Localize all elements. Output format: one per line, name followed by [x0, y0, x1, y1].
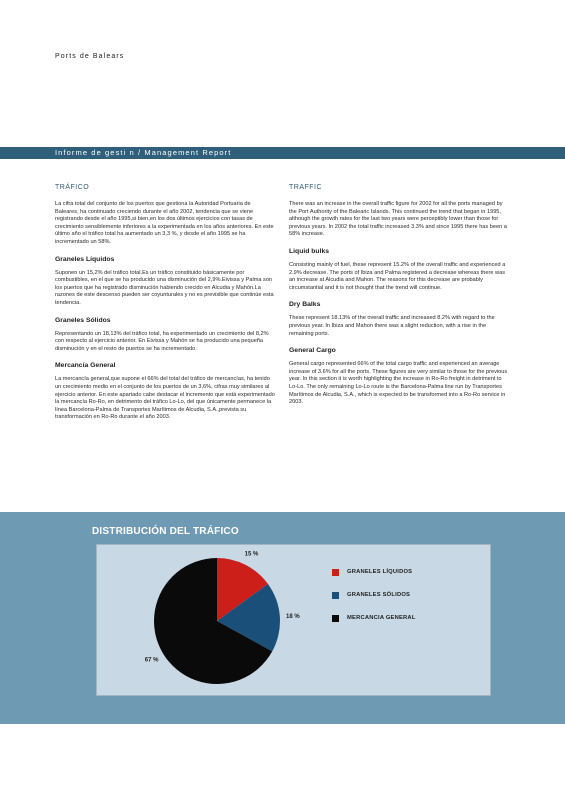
spanish-intro: La cifra total del conjunto de los puertos que gestiona la Autoridad Portuaria de Baleares, ha continuado creciendo durante el año 2002, tendencia que se viene registrando desde el año 1995,si bien,en los dos últimos ejercicios con tasas de crecimiento sensiblemente inferiores a la experimentada en los años anteriores. En este último año el tráfico total ha aumentado un 3,3 %, y desde el año 1995 se ha incrementado un 58%.	[55, 201, 274, 245]
pie-slices	[154, 558, 280, 684]
chart-legend	[332, 566, 416, 635]
organization-name: Ports de Balears	[55, 53, 125, 60]
legend-label-solid: GRANELES SÓLIDOS	[347, 592, 411, 598]
english-heading: TRAFFIC	[289, 184, 323, 191]
english-general-text: General cargo represented 66% of the total cargo traffic and experienced an average increase of 3.6% for all the ports. These figures are very similar to those for the previous year. In this section it is worth highlighting the increase in Ro-Ro freight in detriment to Lo-Lo. The only remaining Lo-Lo route is the Barcelona-Palma line run by Transportes Marítimos de Alcudia, S.A., which is expected to be transformed into a Ro-Ro service in 2003.	[289, 361, 508, 406]
pie-label-liquid: 15 %	[244, 551, 259, 558]
spanish-liquid-title: Graneles Líquidos	[55, 255, 115, 263]
legend-label-liquid: GRANELES LÍQUIDOS	[347, 569, 413, 575]
legend-swatch-liquid	[332, 569, 339, 576]
english-liquid-title: Liquid bulks	[289, 247, 330, 255]
spanish-solid-text: Representando un 18,13% del tráfico total, ha experimentado un crecimiento del 8,2% con respecto al ejercicio anterior. En Eivissa y Mahón se ha producido una pequeña disminución y en el resto de puertos se ha incrementado.	[55, 330, 269, 352]
legend-item-liquid	[332, 566, 416, 578]
pie-chart	[96, 544, 490, 695]
chart-title: DISTRIBUCIÓN DEL TRÁFICO	[92, 526, 239, 537]
spanish-liquid-text: Suponen un 15,2% del tráfico total.Es un tráfico constituido básicamente por combustibles, en el que se ha producido una disminución del 2,9%.Eivissa y Palma son los puertos que ha registrado disminución habiendo crecido en Alcudia y Mahón.La razones de este descenso pueden ser coyunturales y no es previsible que continúe esta tendencia.	[55, 269, 274, 306]
legend-swatch-general	[332, 615, 339, 622]
spanish-general-title: Mercancía General	[55, 362, 116, 370]
spanish-column	[55, 184, 275, 431]
spanish-solid-title: Graneles Sólidos	[55, 316, 111, 324]
spanish-heading: TRÁFICO	[55, 184, 90, 191]
english-liquid-text: Consisting mainly of fuel, these represent 15.2% of the overall traffic and experienced a 2.9% decrease. The ports of Ibiza and Palma registered a decrease whereas there was an increase at Alcudia and Mahon. The reasons for this decrease are probably circumstantial and it is not thought that the trend will continue.	[289, 261, 506, 291]
pie-label-solid: 18 %	[286, 614, 300, 621]
english-column	[289, 184, 509, 416]
report-title: Informe de gesti n / Management Report	[55, 148, 232, 157]
spanish-general-text: La mercancía general,que supone el 66% del total del tráfico de mercancías, ha tenido un crecimiento medio en el conjunto de los puertos de un 3,6%, cifras muy similares al ejercicio anterior. En este apartado cabe destacar el incremento que está experimentado la mercancía Ro-Ro, en detrimento del tráfico Lo-Lo, del que únicamente permanece la línea Barcelona-Palma de Transportes Marítimos de Alcudia, S.A.,prevista su transformación en Ro-Ro durante el año 2003.	[55, 376, 275, 421]
english-general-title: General Cargo	[289, 347, 336, 355]
legend-item-general	[332, 612, 416, 624]
english-dry-title: Dry Balks	[289, 301, 321, 309]
pie-label-general: 67 %	[144, 657, 159, 664]
legend-swatch-solid	[332, 592, 339, 599]
legend-label-general: MERCANCIA GENERAL	[347, 615, 416, 621]
legend-item-solid	[332, 589, 416, 601]
english-dry-text: These represent 18.13% of the overall traffic and increased 8.2% with regard to the previous year. In Ibiza and Mahon there was a slight reduction, with a rise in the remaining ports.	[289, 315, 495, 337]
english-intro: There was an increase in the overall traffic figure for 2002 for all the ports managed by the Port Authority of the Balearic Islands. This continued the trend that began in 1995, although the growth rates for the last two years were perceptibly lower than those for previous years. In 2002 the total traffic increased 3.3% and since 1995 there has been a 58% increase.	[289, 201, 507, 238]
report-title-band	[0, 147, 565, 159]
